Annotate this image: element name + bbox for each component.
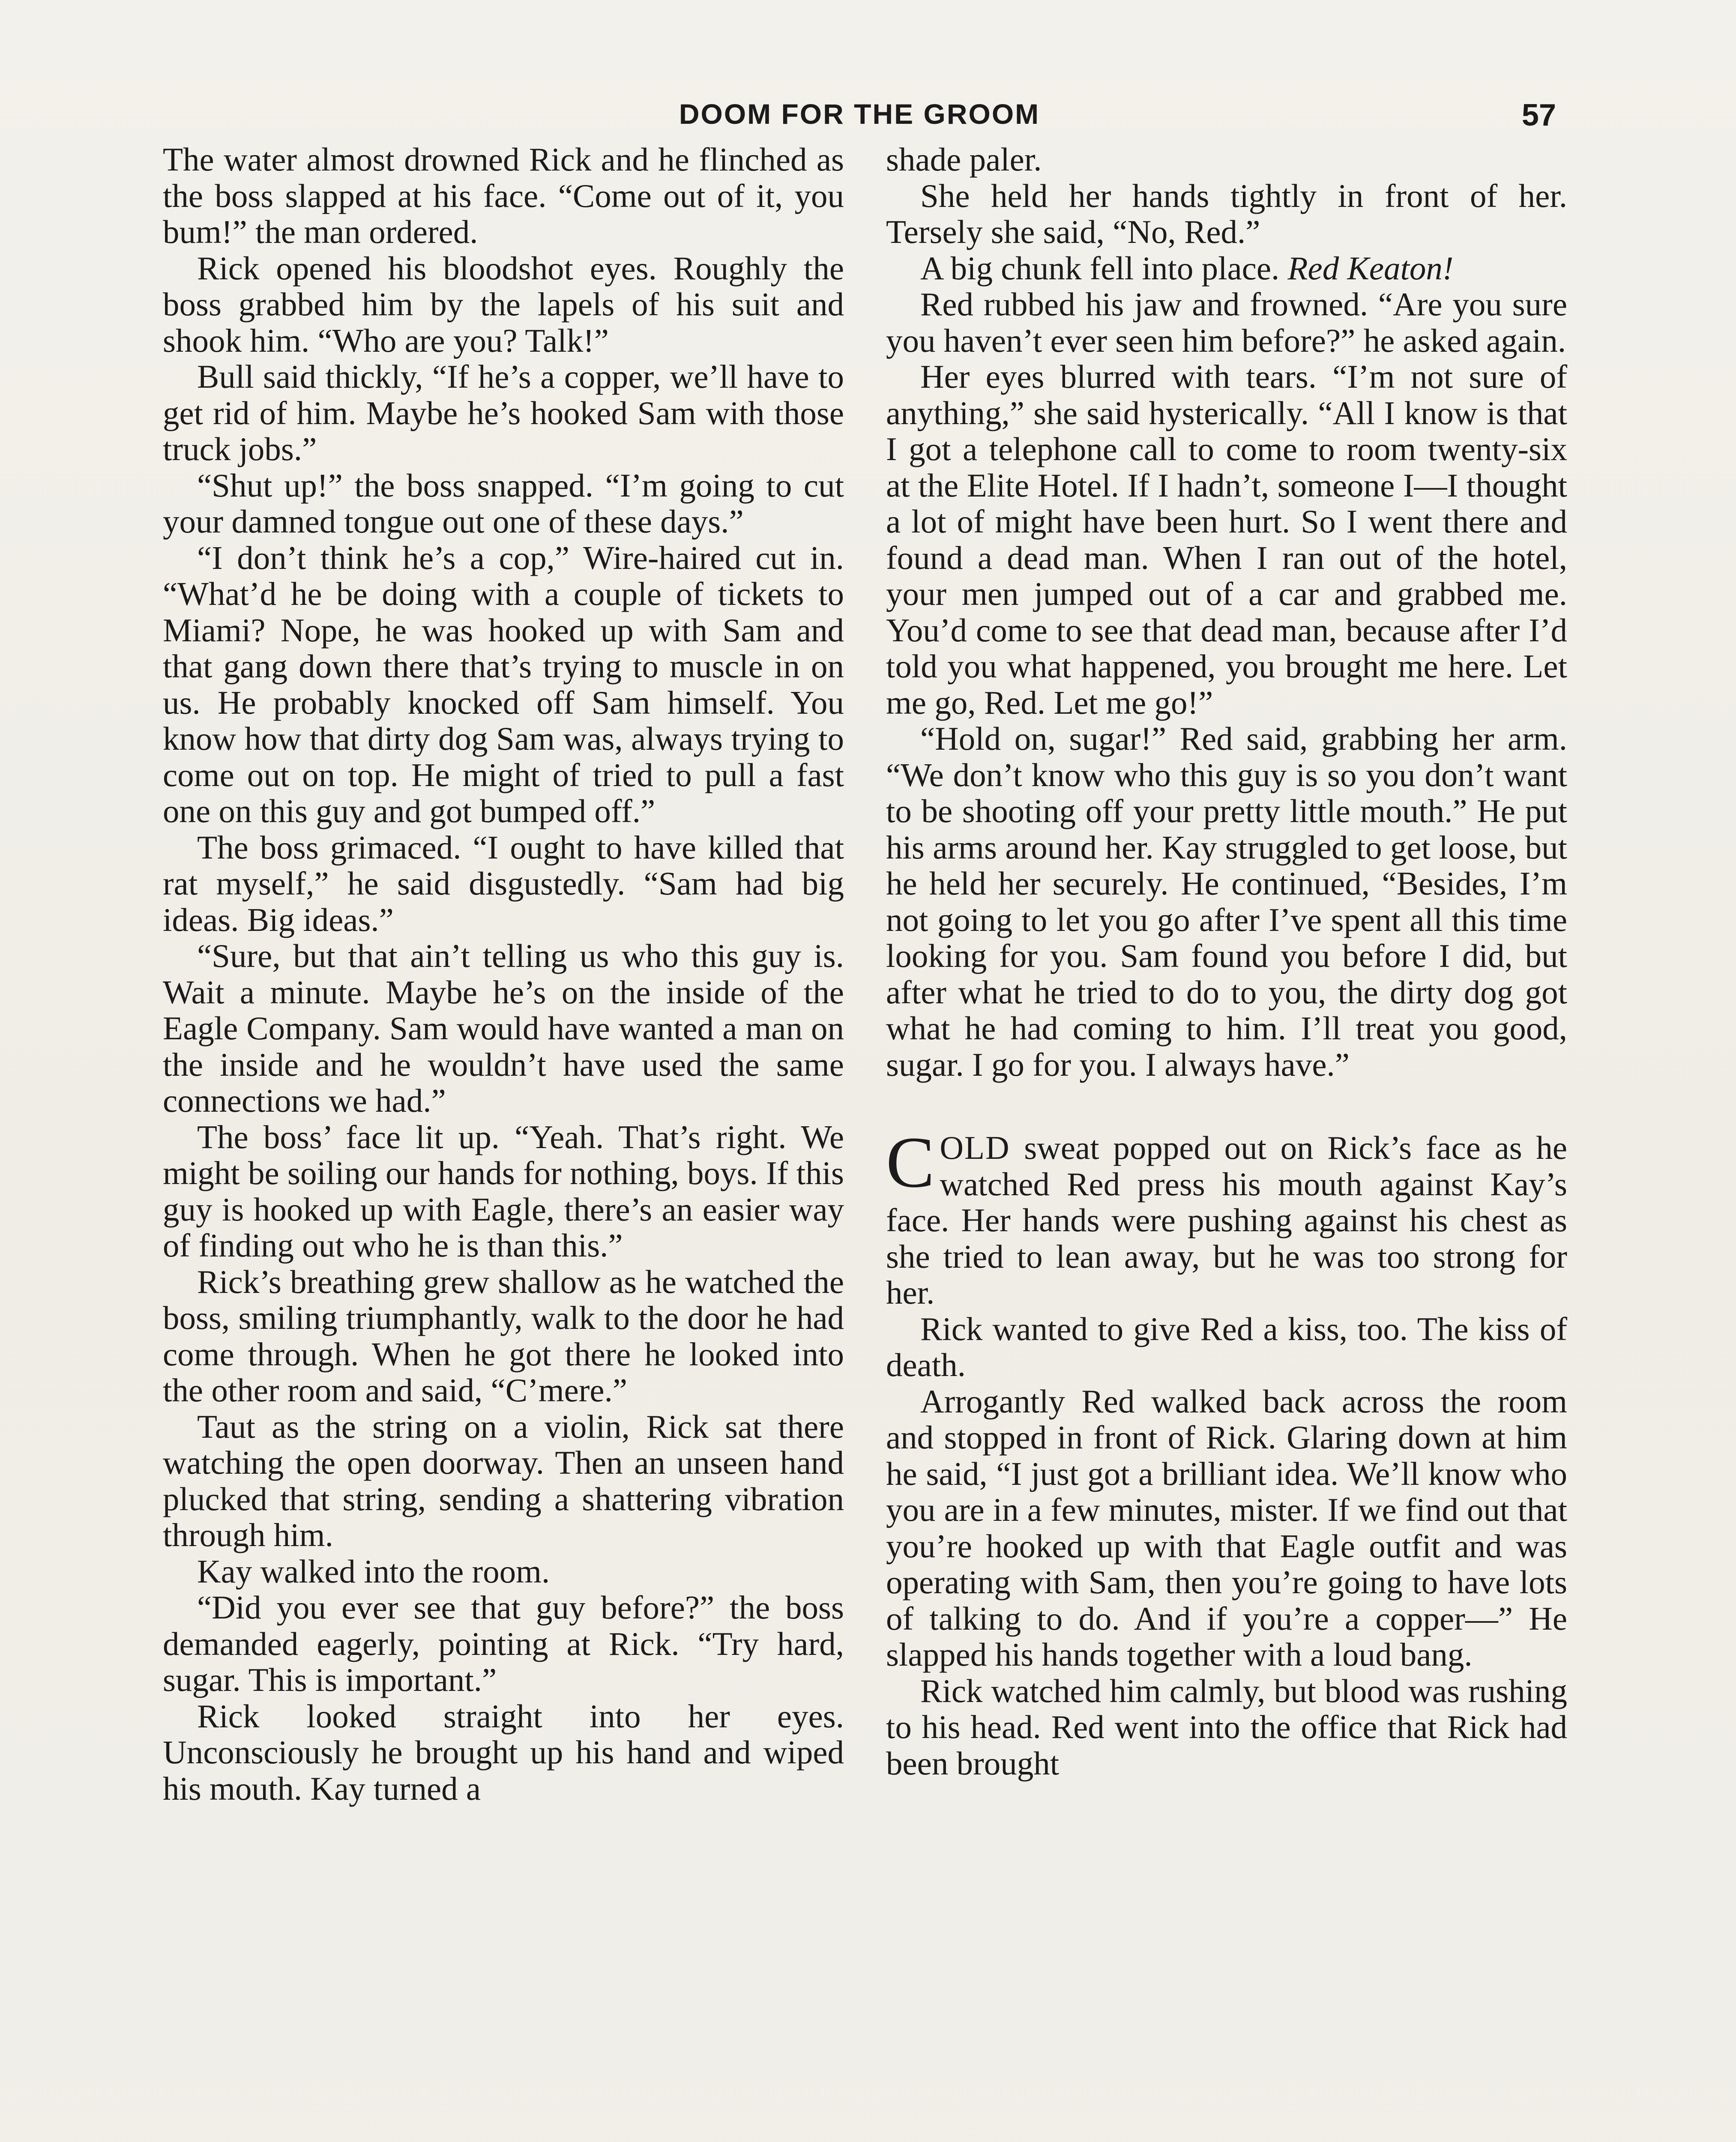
paragraph: Rick watched him calmly, but blood was rushing to his head. Red went into the office that Rick had been brought — [886, 1672, 1567, 1782]
paragraph: Taut as the string on a violin, Rick sat there watching the open doorway. Then an unseen hand plucked that string, sending a shattering vibration through him. — [163, 1408, 844, 1553]
paragraph: Kay walked into the room. — [197, 1553, 550, 1590]
paragraph — [886, 250, 1567, 287]
paragraph: Arrogantly Red walked back across the room and stopped in front of Rick. Glaring down at him he said, “I just got a brilliant idea. We’ll know who you are in a few minutes, mister. If we find out that you’re hooked up with that Eagle outfit and was operating with Sam, then you’re going to have lots of talking to do. And if you’re a copper—” He slapped his hands together with a loud bang. — [886, 1382, 1567, 1673]
page-number: 57 — [1521, 98, 1556, 132]
paragraph: She held her hands tightly in front of her. Tersely she said, “No, Red.” — [886, 177, 1567, 250]
story-title: DOOM FOR THE GROOM — [679, 98, 1040, 130]
paragraph: “I don’t think he’s a cop,” Wire-haired cut in. “What’d he be doing with a couple of tickets to Miami? Nope, he was hooked up with Sam and that gang down there that’s trying to muscle in on us. He probably knocked off Sam himself. You know how that dirty dog Sam was, always trying to come out on top. He might of tried to pull a fast one on this guy and got bumped off.” — [163, 539, 844, 829]
drop-cap: C — [886, 1122, 935, 1203]
paragraph: Rick opened his bloodshot eyes. Roughly the boss grabbed him by the lapels of his suit and shook him. “Who are you? Talk!” — [163, 249, 844, 359]
paragraph: Her eyes blurred with tears. “I’m not sure of anything,” she said hysterically. “All I know is that I got a telephone call to come to room twenty-six at the Elite Hotel. If I hadn’t, someone I—I thought a lot of might have been hurt. So I went there and found a dead man. When I ran out of the hotel, your men jumped out of a car and grabbed me. You’d come to see that dead man, because after I’d told you what happened, you brought me here. Let me go, Red. Let me go!” — [886, 358, 1567, 721]
paragraph: “Hold on, sugar!” Red said, grabbing her arm. “We don’t know who this guy is so you don’t want to be shooting off your pretty little mouth.” He put his arms around her. Kay struggled to get loose, but he held her securely. He continued, “Besides, I’m not going to let you go after I’ve spent all this time looking for you. Sam found you before I did, but after what he tried to do to you, the dirty dog got what he had coming to him. I’ll treat you good, sugar. I go for you. I always have.” — [886, 720, 1567, 1083]
left-column — [163, 141, 844, 1807]
paragraph: “Did you ever see that guy before?” the boss demanded eagerly, pointing at Rick. “Try hard, sugar. This is important.” — [163, 1589, 844, 1698]
paragraph: The boss grimaced. “I ought to have killed that rat myself,” he said disgustedly. “Sam had big ideas. Big ideas.” — [163, 829, 844, 938]
small-caps: OLD — [940, 1129, 1010, 1166]
paragraph: Rick looked straight into her eyes. Unconsciously he brought up his hand and wiped his mouth. Kay turned a — [163, 1697, 844, 1807]
paragraph: “Sure, but that ain’t telling us who this guy is. Wait a minute. Maybe he’s on the inside of the Eagle Company. Sam would have wanted a man on the inside and he wouldn’t have used the same connections we had.” — [163, 937, 844, 1119]
section-text: sweat popped out on Rick’s face as he watched Red press his mouth against Kay’s face. Her hands were pushing against his chest as she tried to lean away, but he was too strong for her. — [886, 1129, 1567, 1311]
section-opening-paragraph — [886, 1122, 1567, 1311]
paragraph: Bull said thickly, “If he’s a copper, we’ll have to get rid of him. Maybe he’s hooked Sam with those truck jobs.” — [163, 358, 844, 467]
running-header — [163, 98, 1556, 141]
paragraph: Rick’s breathing grew shallow as he watched the boss, smiling triumphantly, walk to the door he had come through. When he got there he looked into the other room and said, “C’mere.” — [163, 1263, 844, 1409]
paragraph: Rick wanted to give Red a kiss, too. The kiss of death. — [886, 1310, 1567, 1383]
paragraph: shade paler. — [886, 141, 1042, 178]
paragraph: “Shut up!” the boss snapped. “I’m going to cut your damned tongue out one of these days.” — [163, 467, 844, 540]
paragraph: Red rubbed his jaw and frowned. “Are you sure you haven’t ever seen him before?” he asked again. — [886, 286, 1567, 359]
paragraph: The water almost drowned Rick and he flinched as the boss slapped at his face. “Come out of it, you bum!” the man ordered. — [163, 141, 844, 250]
chunk-italic: Red Keaton! — [1287, 249, 1454, 287]
chunk-text: A big chunk fell into place. — [920, 249, 1280, 287]
paragraph: The boss’ face lit up. “Yeah. That’s right. We might be soiling our hands for nothing, boys. If this guy is hooked up with Eagle, there’s an easier way of finding out who he is than this.” — [163, 1118, 844, 1264]
right-column — [886, 141, 1567, 1781]
